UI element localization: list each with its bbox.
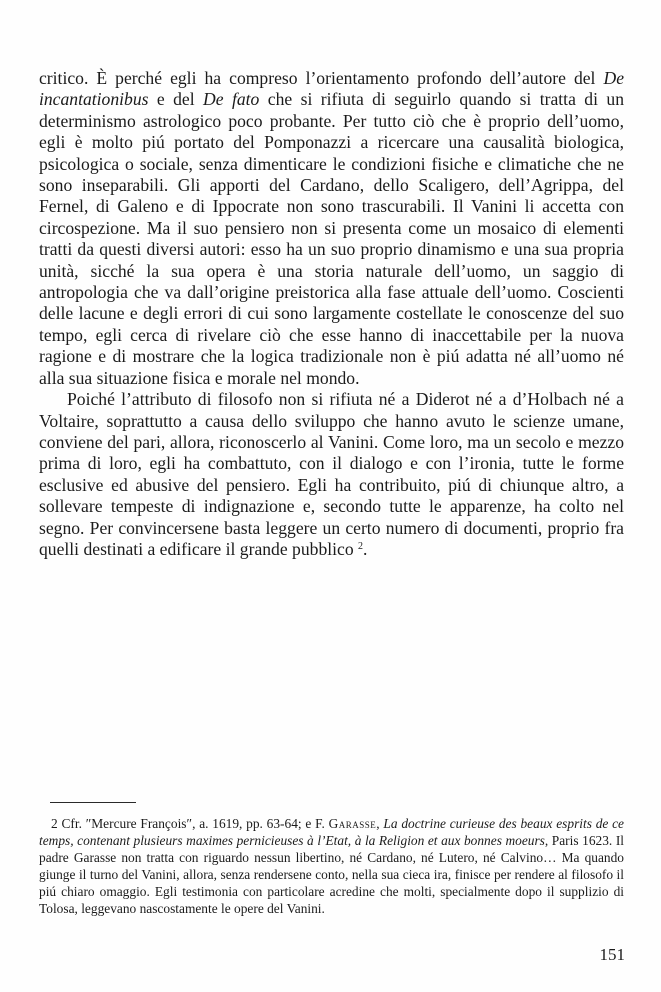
footnote-reference: 2 <box>358 540 364 552</box>
page-number: 151 <box>599 945 625 964</box>
author-name-small-caps: Garasse <box>328 816 377 831</box>
paragraph-1 <box>39 68 624 389</box>
italic-title-de-incantationibus: De incantationibus <box>39 68 624 110</box>
text-span: , Paris 1623. Il padre Garasse non tratta con riguardo nessun libertino, né Cardano, né Lutero, né Calvino… Ma quando giunge il turno del Vanini, allora, senza rendersene conto, nella sua cieca ira, finisce per rendere al filosofo il piú chiaro omaggio. Egli testimonia con particolare acredine che molti, specialmente dopo il supplizio di Tolosa, leggevano nascostamente le opere del Vanini. <box>39 833 624 916</box>
paragraph-2 <box>39 389 624 560</box>
footnote-divider <box>50 802 136 803</box>
text-span: 2 Cfr. ″Mercure François″, a. 1619, pp. 63-64; e F. <box>51 816 329 831</box>
italic-title-de-fato: De fato <box>203 89 260 110</box>
main-text <box>39 68 624 560</box>
text-span: e del <box>148 89 204 110</box>
text-span: Poiché l’attributo di filosofo non si rifiuta né a Diderot né a d’Holbach né a Voltaire, soprattutto a causa dello sviluppo che hanno avuto le scienze umane, conviene del pari, allora, riconoscerlo al Vanini. Come loro, ma un secolo e mezzo prima di loro, egli ha combattuto, con il dialogo e con l’ironia, tutte le forme esclusive ed abusive del pensiero. Egli ha contribuito, piú di chiunque altro, a sollevare tempeste di indignazione e, secondo tutte le apparenze, ha colto nel segno. Per convincersene basta leggere un certo numero di documenti, proprio fra quelli destinati a edificare il grande pubblico <box>39 389 624 559</box>
text-span: critico. È perché egli ha compreso l’orientamento profondo dell’autore del <box>39 68 604 88</box>
footnote-2 <box>39 815 624 917</box>
italic-book-title: La doctrine curieuse des beaux esprits de ce temps, contenant plusieurs maximes pernicieuses à l’Etat, à la Religion et aux bonnes moeurs <box>39 816 624 848</box>
text-span: che si rifiuta di seguirlo quando si tratta di un determinismo astrologico poco probante. Per tutto ciò che è proprio dell’uomo, egli è molto piú portato del Pomponazzi a ricercare una causalità biologica, psicologica o sociale, senza dimenticare le condizioni fisiche e climatiche che ne sono inseparabili. Gli apporti del Cardano, dello Scaligero, dell’Agrippa, del Fernel, di Galeno e di Ippocrate non sono trascurabili. Il Vanini li accetta con circospezione. Ma il suo pensiero non si presenta come un mosaico di elementi tratti da questi diversi autori: esso ha un suo proprio dinamismo e una sua propria unità, sicché la sua opera è una storia naturale dell’uomo, un saggio di antropologia che va dall’origine preistorica alla fase attuale dell’uomo. Coscienti delle lacune e degli errori di cui sono largamente costellate le conoscenze del suo tempo, egli cerca di rivelare ciò che esse hanno di inaccettabile per la nuova ragione e di mostrare che la logica tradizionale non è piú adatta né all’uomo né alla sua situazione fisica e morale nel mondo. <box>39 89 624 388</box>
text-span: . <box>363 538 368 559</box>
text-span: , <box>376 816 384 831</box>
